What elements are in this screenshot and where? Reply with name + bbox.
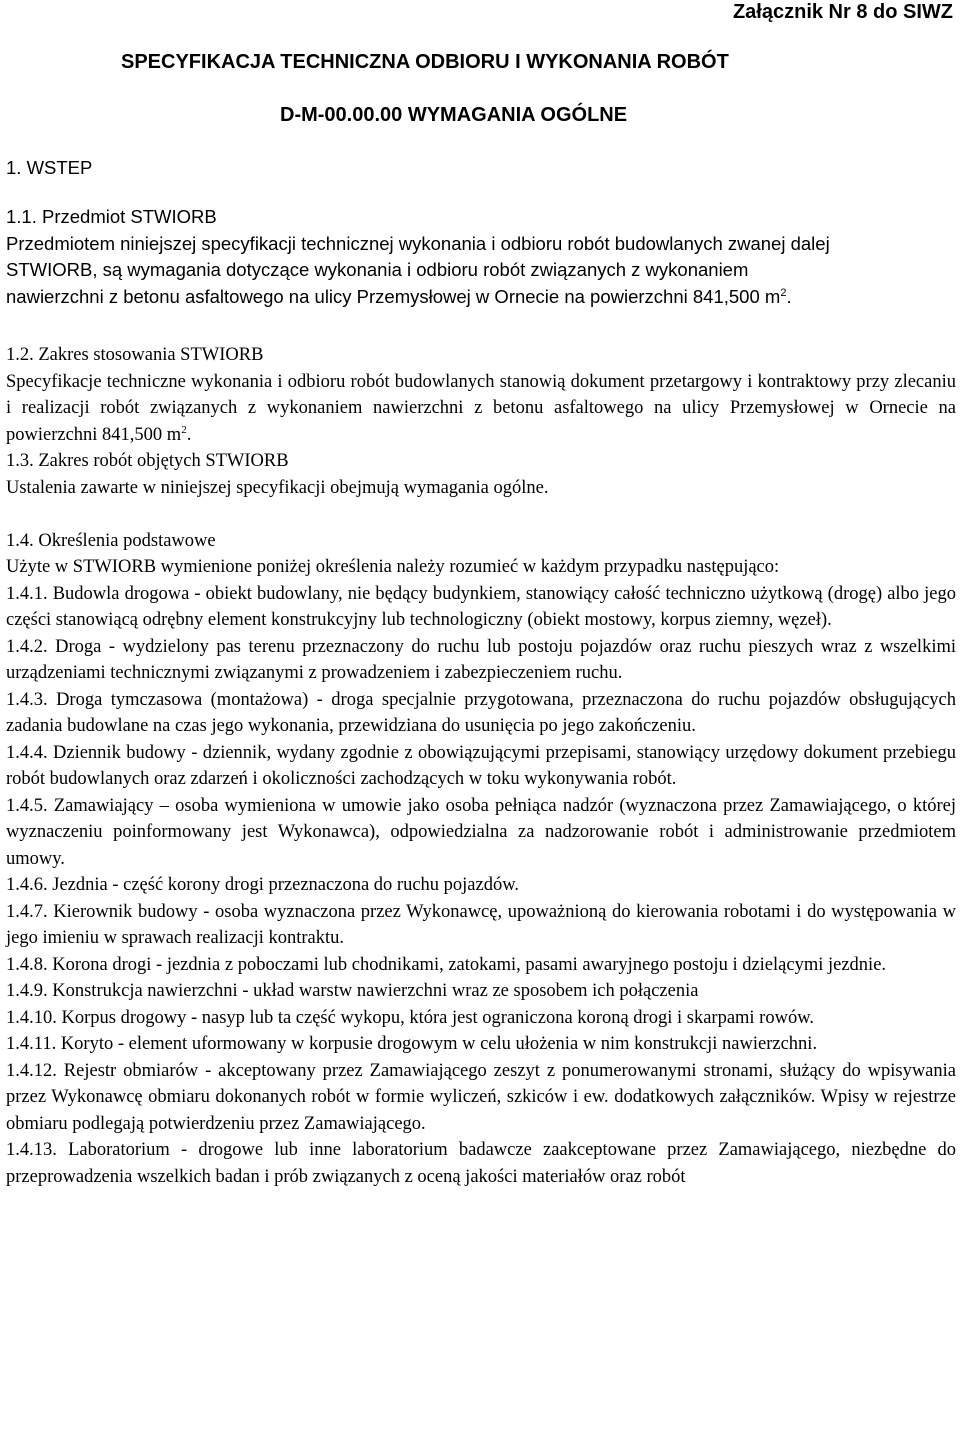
section-1-1-line-1: Przedmiotem niniejszej specyfikacji technicznej wykonania i odbioru robót budowlanych zwanej dalej bbox=[6, 232, 830, 254]
page-subtitle: D-M-00.00.00 WYMAGANIA OGÓLNE bbox=[280, 104, 628, 126]
section-1-4-intro: Użyte w STWIORB wymienione poniżej określenia należy rozumieć w każdym przypadku następująco: bbox=[6, 557, 780, 577]
section-1-3-text: Ustalenia zawarte w niniejszej specyfikacji obejmują wymagania ogólne. bbox=[6, 477, 549, 498]
definition-item: 1.4.6. Jezdnia - część korony drogi przeznaczona do ruchu pojazdów. bbox=[6, 875, 519, 895]
definition-item: 1.4.9. Konstrukcja nawierzchni - układ warstw nawierzchni wraz ze sposobem ich połączenia bbox=[6, 981, 699, 1001]
section-1-1-end: . bbox=[786, 285, 792, 307]
document-body bbox=[6, 342, 956, 1190]
section-1-2-text: Specyfikacje techniczne wykonania i odbioru robót budowlanych stanowią dokument przetargowy i kontraktowy przy zlecaniu i realizacji robót związanych z wykonaniem nawierzchni z betonu asfaltowego na ulicy Przemysłowej w Ornecie na powierzchni 841,500 m bbox=[6, 371, 956, 445]
section-1-2-end: . bbox=[186, 424, 192, 445]
section-1-3-heading: 1.3. Zakres robót objętych STWIORB bbox=[6, 451, 289, 471]
section-1-4-heading: 1.4. Określenia podstawowe bbox=[6, 530, 216, 551]
definition-item: 1.4.1. Budowla drogowa - obiekt budowlany, nie będący budynkiem, stanowiący całość techniczno użytkową (drogę) albo jego części stanowiącą odrębny element konstrukcyjny lub technologiczny (obiekt mostowy, korpus ziemny, węzeł). bbox=[6, 583, 956, 630]
section-1-1 bbox=[6, 204, 956, 310]
definition-item: 1.4.7. Kierownik budowy - osoba wyznaczona przez Wykonawcę, upoważnioną do kierowania robotami i do występowania w jego imieniu w sprawach realizacji kontraktu. bbox=[6, 901, 956, 948]
section-1-1-line-3-text: nawierzchni z betonu asfaltowego na ulicy Przemysłowej w Ornecie na powierzchni 841,500 m bbox=[6, 285, 781, 307]
section-1-2-heading: 1.2. Zakres stosowania STWIORB bbox=[6, 345, 264, 365]
definition-item: 1.4.11. Koryto - element uformowany w korpusie drogowym w celu ułożenia w nim konstrukcji nawierzchni. bbox=[6, 1034, 818, 1054]
spacer bbox=[6, 501, 956, 528]
section-1-1-line-2: STWIORB, są wymagania dotyczące wykonania i odbioru robót związanych z wykonaniem bbox=[6, 259, 749, 280]
page-title: SPECYFIKACJA TECHNICZNA ODBIORU I WYKONANIA ROBÓT bbox=[121, 51, 729, 73]
section-1-2 bbox=[6, 342, 956, 448]
definition-item: 1.4.4. Dziennik budowy - dziennik, wydany zgodnie z obowiązującymi przepisami, stanowiący urzędowy dokument przebiegu robót budowlanych oraz zdarzeń i okoliczności zachodzących w toku wykonywania robót. bbox=[6, 742, 956, 789]
definition-item: 1.4.10. Korpus drogowy - nasyp lub ta część wykopu, która jest ograniczona koroną drogi i skarpami rowów. bbox=[6, 1007, 814, 1028]
definition-item: 1.4.8. Korona drogi - jezdnia z poboczami lub chodnikami, zatokami, pasami awaryjnego postoju i dzielącymi jezdnie. bbox=[6, 954, 887, 975]
definition-item: 1.4.5. Zamawiający – osoba wymieniona w umowie jako osoba pełniąca nadzór (wyznaczona przez Zamawiającego, o której wyznaczeniu poinformowany jest Wykonawca), odpowiedzialna za nadzorowanie robót i administrowanie przedmiotem umowy. bbox=[6, 795, 956, 869]
definition-item: 1.4.2. Droga - wydzielony pas terenu przeznaczony do ruchu lub postoju pojazdów oraz ruchu pieszych wraz z wszelkimi urządzeniami technicznymi związanymi z prowadzeniem i zabezpieczeniem ruchu. bbox=[6, 636, 956, 683]
section-heading-wstep: 1. WSTEP bbox=[6, 157, 93, 178]
section-1-1-line-3 bbox=[6, 284, 956, 311]
definition-item: 1.4.13. Laboratorium - drogowe lub inne laboratorium badawcze zaakceptowane przez Zamawiającego, niezbędne do przeprowadzenia wszelkich badan i prób związanych z oceną jakości materiałów oraz robót bbox=[6, 1140, 956, 1187]
section-1-4 bbox=[6, 528, 956, 581]
annex-label: Załącznik Nr 8 do SIWZ bbox=[732, 1, 953, 23]
section-1-1-sup: 2 bbox=[780, 286, 787, 299]
definition-item: 1.4.12. Rejestr obmiarów - akceptowany przez Zamawiającego zeszyt z ponumerowanymi stronami, służący do wpisywania przez Wykonawcę obmiaru dokonanych robót w formie wyliczeń, szkiców i ew. dodatkowych załączników. Wpisy w rejestrze obmiaru podlegają potwierdzeniu przez Zamawiającego. bbox=[6, 1060, 956, 1134]
definition-item: 1.4.3. Droga tymczasowa (montażowa) - droga specjalnie przygotowana, przeznaczona do ruchu pojazdów obsługujących zadania budowlane na czas jego wykonania, przewidziana do usunięcia po jego zakończeniu. bbox=[6, 689, 956, 736]
section-1-1-heading: 1.1. Przedmiot STWIORB bbox=[6, 206, 217, 227]
section-1-3 bbox=[6, 448, 956, 501]
section-1-2-sup: 2 bbox=[181, 423, 187, 436]
